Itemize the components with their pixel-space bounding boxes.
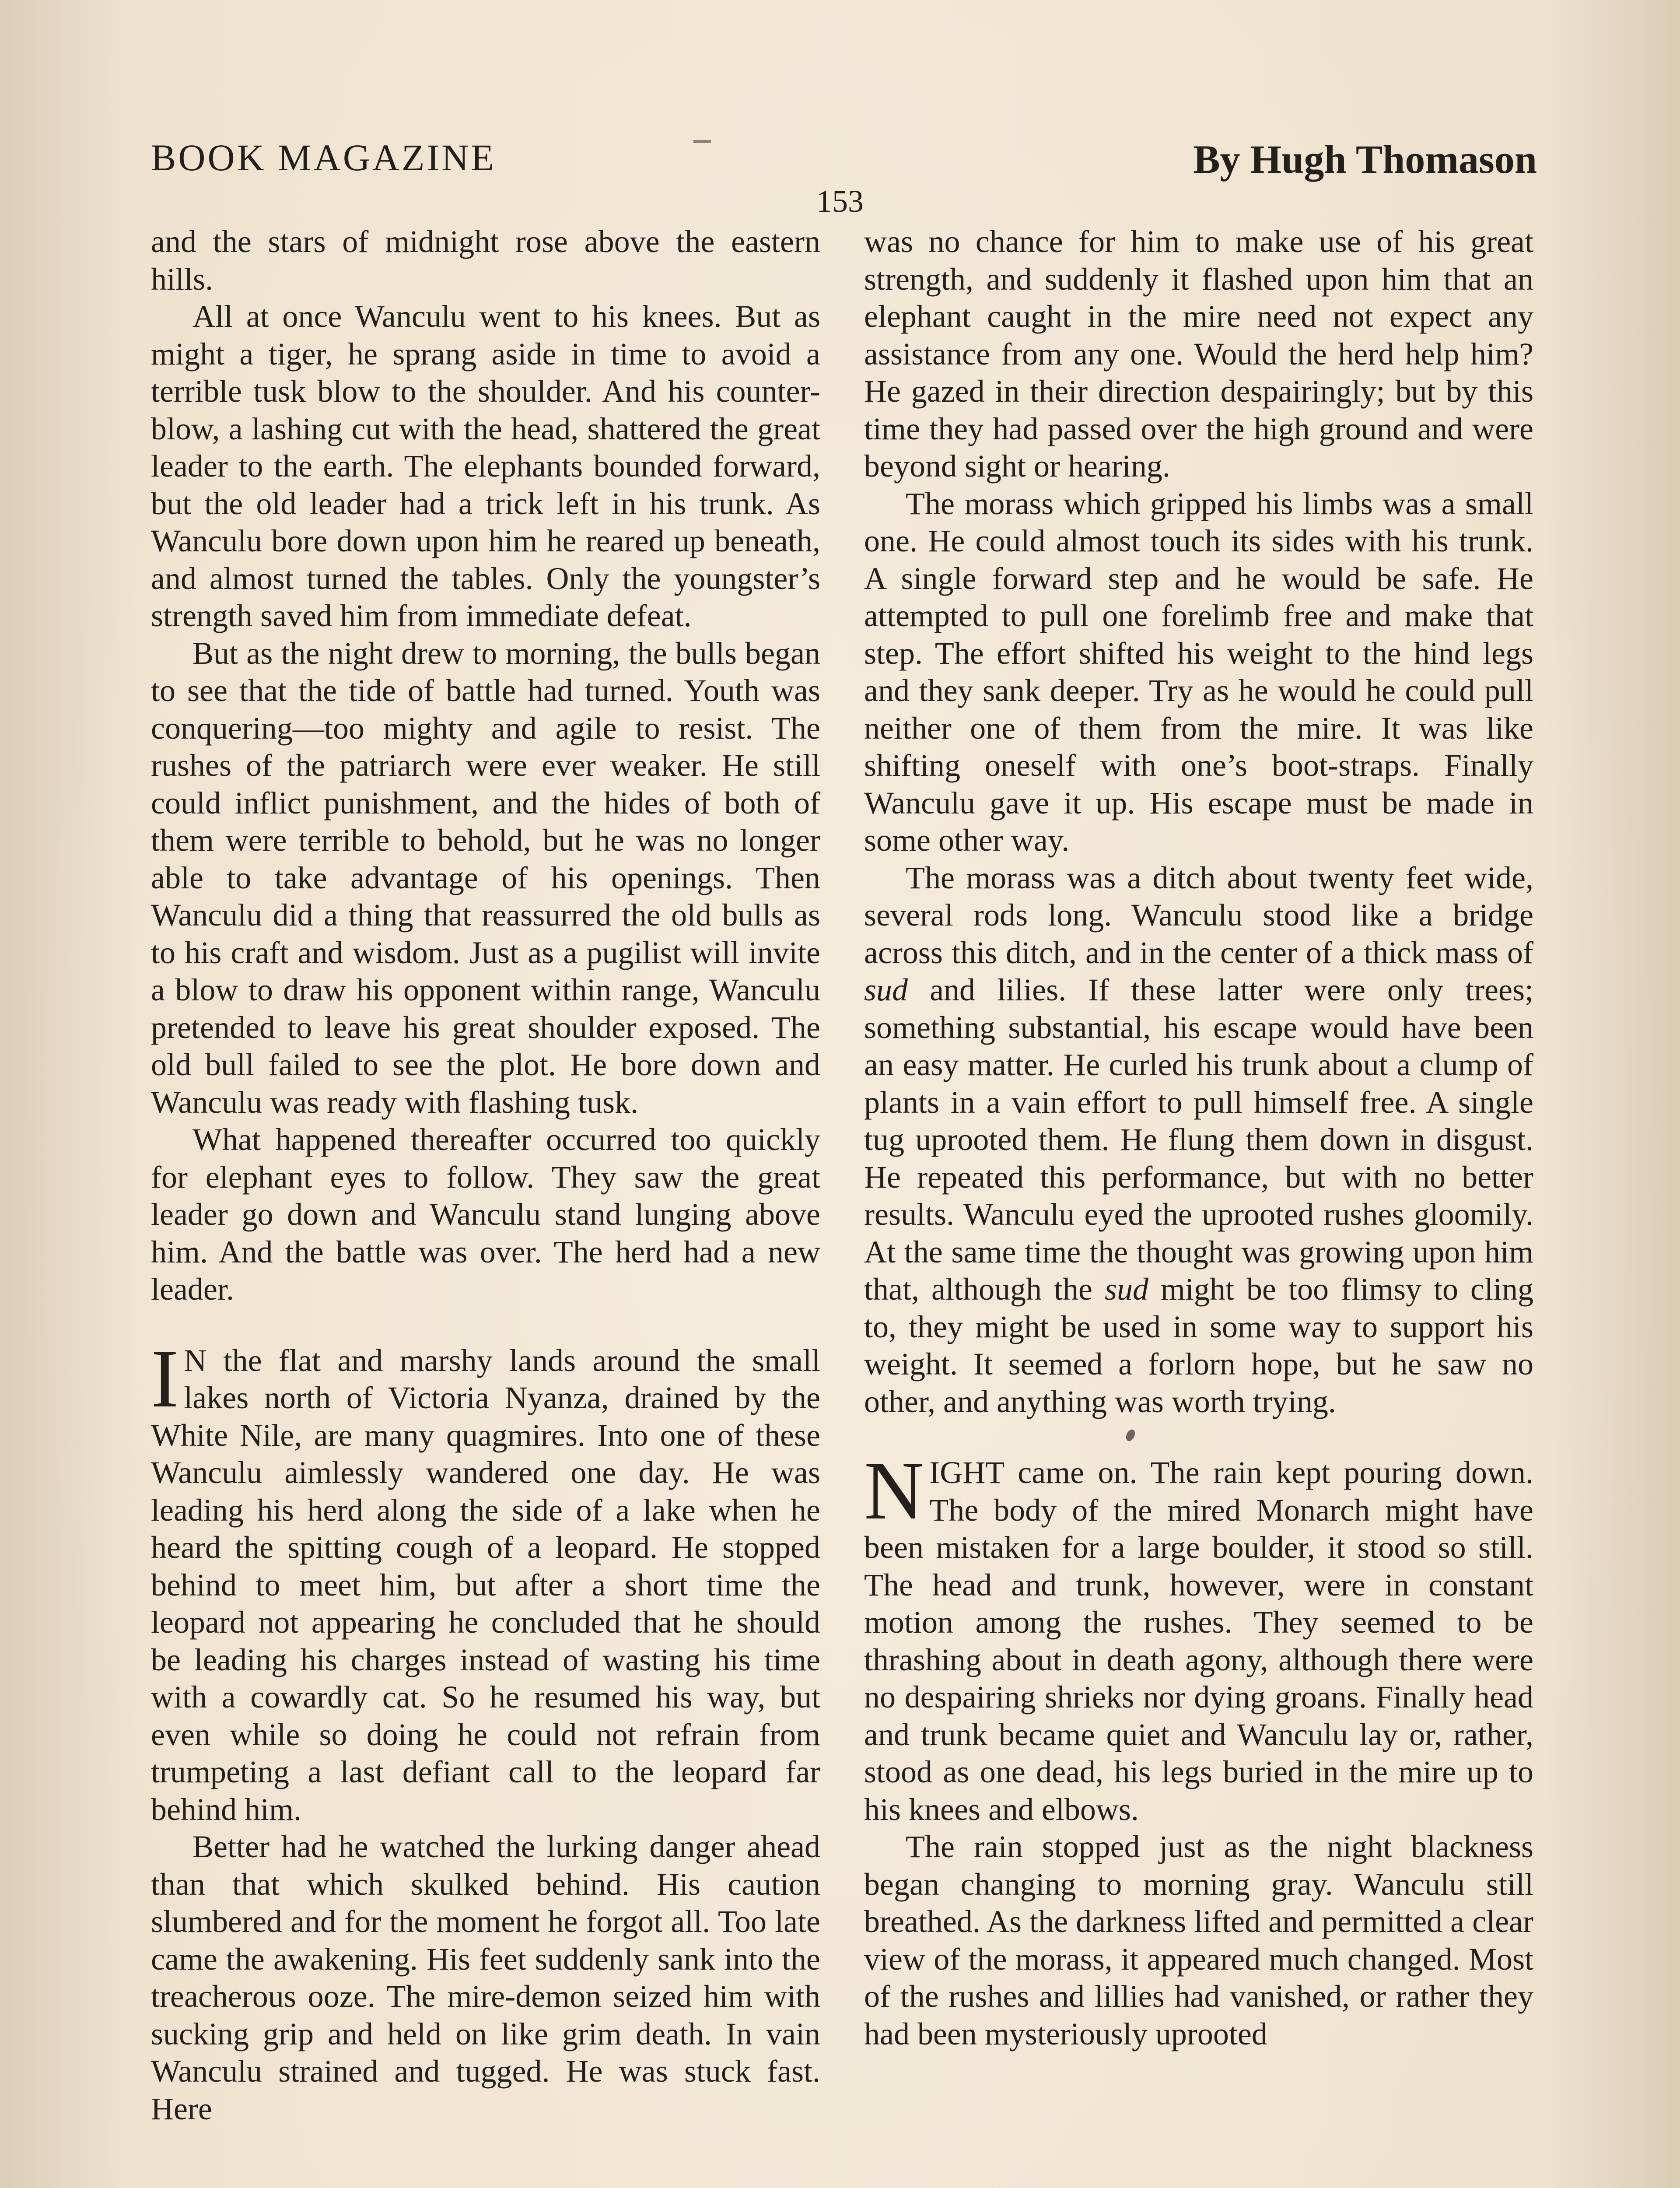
drop-cap: I (151, 1332, 179, 1425)
paragraph: was no chance for him to make use of his great strength, and suddenly it flashed upon him that an elephant caught in the mire need not expect any assistance from any one. Would the herd help him? He gazed in their direction despairingly; but by this time they had passed over the high ground and were beyond sight or hearing. (864, 224, 1533, 484)
paragraph-text: and lilies. If these latter were only trees; something substantial, his escape would have been an easy matter. He curled his trunk about a clump of plants in a vain effort to pull himself free. A single tug uprooted them. He flung them down in disgust. He repeated this performance, but with no better results. Wanculu eyed the uprooted rushes gloomily. At the same time the thought was growing upon him that, although the (864, 972, 1533, 1307)
paragraph: Better had he watched the lurking danger ahead than that which skulked behind. His caution slumbered and for the moment he forgot all. Too late came the awakening. His feet suddenly sank into the treacherous ooze. The mire-demon seized him with sucking grip and held on like grim death. In vain Wanculu strained and tugged. He was stuck fast. Here (151, 1829, 820, 2126)
paragraph-text: N the flat and marshy lands around the small lakes north of Victoria Nyanza, drained by the White Nile, are many quagmires. Into one of these Wanculu aimlessly wandered one day. He was leading his herd along the side of a lake when he heard the spitting cough of a leopard. He stopped behind to meet him, but after a short time the leopard not appearing he concluded that he should be leading his charges instead of wasting his time with a cowardly cat. So he resumed his way, but even while so doing he could not refrain from trumpeting a last defiant call to the leopard far behind him. (151, 1343, 820, 1827)
paragraph: The morass which gripped his limbs was a small one. He could almost touch its sides with his trunk. A single forward step and he would be safe. He attempted to pull one forelimb free and make that step. The effort shifted his weight to the hind legs and they sank deeper. Try as he would he could pull neither one of them from the mire. It was like shifting oneself with one’s boot-straps. Finally Wanculu gave it up. His escape must be made in some other way. (864, 486, 1533, 858)
section-divider-ornament (864, 1420, 1533, 1454)
left-column (151, 223, 820, 2128)
paragraph: and the stars of midnight rose above the eastern hills. (151, 224, 820, 297)
paragraph: What happened thereafter occurred too quickly for elephant eyes to follow. They saw the great leader go down and Wanculu stand lunging above him. And the battle was over. The herd had a new leader. (151, 1122, 820, 1307)
section-paragraph (151, 1332, 820, 1829)
header-dash-mark (693, 140, 711, 143)
page-header (151, 131, 1537, 188)
italic-word: sud (1104, 1272, 1148, 1307)
right-column (864, 223, 1533, 2053)
magazine-title: BOOK MAGAZINE (151, 137, 496, 179)
paragraph (864, 859, 1533, 1421)
paragraph: All at once Wanculu went to his knees. But as might a tiger, he sprang aside in time to avoid a terrible tusk blow to the shoulder. And his counter-blow, a lashing cut with the head, shattered the great leader to the earth. The elephants bounded forward, but the old leader had a trick left in his trunk. As Wanculu bore down upon him he reared up beneath, and almost turned the tables. Only the youngster’s strength saved him from immediate defeat. (151, 299, 820, 633)
author-byline: By Hugh Thomason (1193, 137, 1537, 182)
paragraph: The rain stopped just as the night blackness began changing to morning gray. Wanculu still breathed. As the darkness lifted and permitted a clear view of the morass, it appeared much changed. Most of the rushes and lillies had vanished, or rather they had been mysteriously uprooted (864, 1829, 1533, 2051)
paragraph-text: The morass was a ditch about twenty feet wide, several rods long. Wanculu stood like a bridge across this ditch, and in the center of a thick mass of (864, 860, 1533, 970)
ink-mark (1124, 1428, 1137, 1443)
drop-cap: N (864, 1445, 924, 1537)
paragraph-text: might be too flimsy to cling to, they might be used in some way to support his weight. It seemed a forlorn hope, but he saw no other, and anything was worth trying. (864, 1272, 1534, 1419)
page-number: 153 (816, 184, 864, 219)
paragraph: But as the night drew to morning, the bulls began to see that the tide of battle had turned. Youth was conquering—too mighty and agile to resist. The rushes of the patriarch were ever weaker. He still could inflict punishment, and the hides of both of them were terrible to behold, but he was no longer able to take advantage of his openings. Then Wanculu did a thing that reassurred the old bulls as to his craft and wisdom. Just as a pugilist will invite a blow to draw his opponent within range, Wanculu pretended to leave his great shoulder exposed. The old bull failed to see the plot. He bore down and Wanculu was ready with flashing tusk. (151, 635, 820, 1120)
section-paragraph (864, 1445, 1533, 1828)
paragraph-text: IGHT came on. The rain kept pouring down. The body of the mired Monarch might have been mistaken for a large boulder, it stood so still. The head and trunk, however, were in constant motion among the rushes. They seemed to be thrashing about in death agony, although there were no despairing shrieks nor dying groans. Finally head and trunk became quiet and Wanculu lay or, rather, stood as one dead, his legs buried in the mire up to his knees and elbows. (864, 1455, 1533, 1827)
italic-word: sud (864, 972, 908, 1007)
